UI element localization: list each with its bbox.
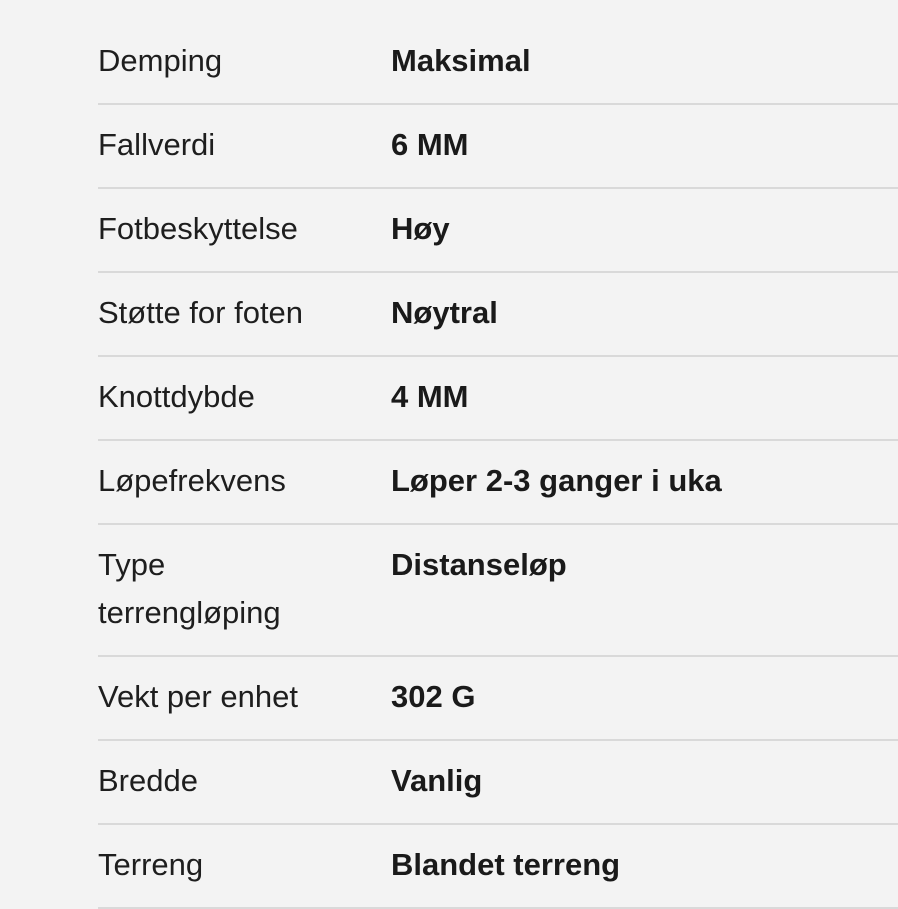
spec-label: Bredde xyxy=(98,763,198,798)
spec-label: Løpefrekvens xyxy=(98,463,286,498)
spec-row-type-terrenglöping xyxy=(98,525,898,657)
spec-value: Vanlig xyxy=(391,763,483,798)
spec-label: Fallverdi xyxy=(98,127,216,162)
spec-value: Løper 2-3 ganger i uka xyxy=(391,463,722,498)
spec-label: Støtte for foten xyxy=(98,295,304,330)
spec-value: Høy xyxy=(391,211,450,246)
spec-row-stotte-for-foten xyxy=(98,273,898,357)
spec-value: Blandet terreng xyxy=(391,847,621,882)
spec-row-bredde xyxy=(98,741,898,825)
spec-label: Terreng xyxy=(98,847,204,882)
spec-value: Distanseløp xyxy=(391,547,567,582)
spec-label: Demping xyxy=(98,43,223,78)
spec-row-fallverdi xyxy=(98,105,898,189)
spec-label: Type terrengløping xyxy=(98,547,281,630)
spec-label: Vekt per enhet xyxy=(98,679,298,714)
spec-row-demping xyxy=(98,22,898,105)
spec-row-lopefrekvens xyxy=(98,441,898,525)
spec-row-knottdybde xyxy=(98,357,898,441)
spec-value: Maksimal xyxy=(391,43,531,78)
spec-value: Nøytral xyxy=(391,295,498,330)
spec-row-terreng xyxy=(98,825,898,909)
product-spec-table xyxy=(98,22,898,909)
spec-value: 6 MM xyxy=(391,127,469,162)
spec-row-fotbeskyttelse xyxy=(98,189,898,273)
spec-value: 4 MM xyxy=(391,379,469,414)
spec-value: 302 G xyxy=(391,679,476,714)
spec-label: Fotbeskyttelse xyxy=(98,211,298,246)
spec-label: Knottdybde xyxy=(98,379,255,414)
spec-row-vekt-per-enhet xyxy=(98,657,898,741)
